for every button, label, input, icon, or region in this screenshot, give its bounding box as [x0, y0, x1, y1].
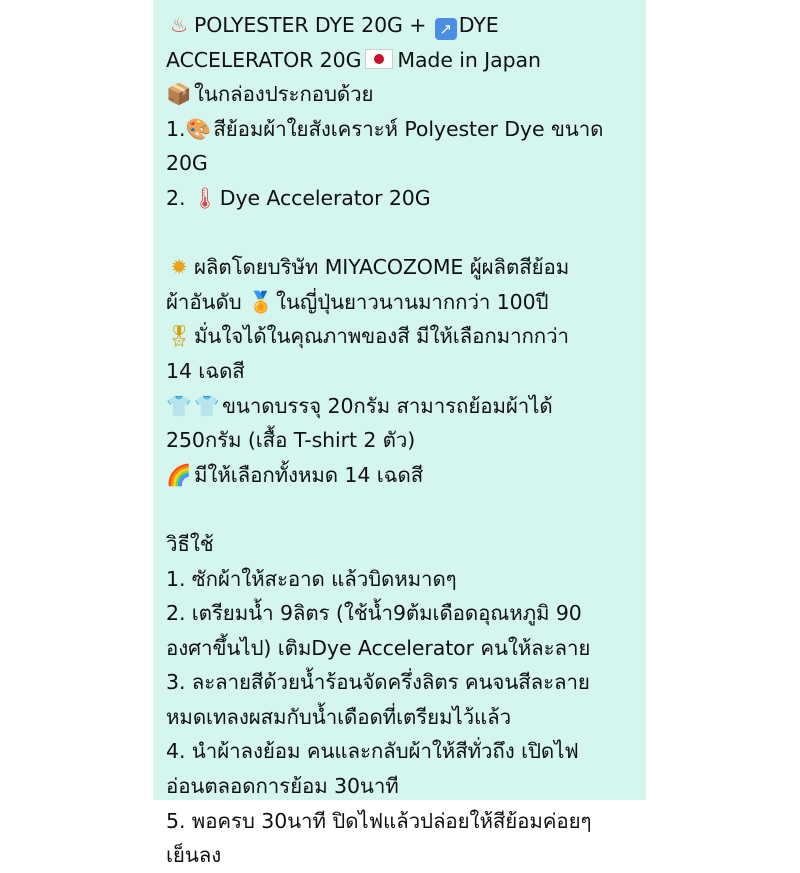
message-line: [166, 389, 644, 424]
medal-icon: 🏅: [248, 289, 274, 314]
up-right-arrow-icon: ↗: [435, 18, 457, 40]
list-number: 1.: [166, 116, 186, 141]
shirt-icon: 👕: [194, 393, 220, 418]
message-text-span: 2. เตรียมน้ำ 9ลิตร (ใช้น้ำ9ต้มเดือดอุณหภูมิ 90: [166, 601, 582, 626]
message-text-span: สีย้อมผ้าใยสังเคราะห์ Polyester Dye ขนาด: [213, 116, 604, 141]
message-line: [166, 77, 644, 112]
message-text-span: องศาขึ้นไป) เติมDye Accelerator คนให้ละลาย: [166, 635, 591, 660]
message-text-span: 20G: [166, 151, 208, 176]
sun-icon: ✹: [170, 255, 188, 280]
message-text-span: ในญี่ปุ่นยาวนานมากกว่า 100ปี: [276, 289, 549, 314]
rainbow-icon: 🌈: [166, 462, 192, 487]
message-text-span: ผ้าอันดับ: [166, 289, 242, 314]
message-text-span: ผลิตโดยบริษัท MIYACOZOME ผู้ผลิตสีย้อม: [194, 255, 570, 280]
blank-line: [166, 492, 644, 527]
message-line: [166, 734, 644, 769]
message-text-span: Dye Accelerator 20G: [219, 185, 431, 210]
message-line: [166, 181, 644, 216]
japan-flag-icon: [365, 49, 393, 69]
message-line: [166, 804, 644, 839]
message-text-span: 1. ซักผ้าให้สะอาด แล้วบิดหมาดๆ: [166, 566, 457, 591]
thermometer-icon: 🌡: [191, 185, 218, 210]
message-line: [166, 527, 644, 562]
message-line: [166, 665, 644, 700]
message-line: [166, 43, 644, 78]
made-in-japan-text: Made in Japan: [397, 47, 541, 72]
message-text-span: 250กรัม (เสื้อ T-shirt 2 ตัว): [166, 428, 416, 453]
message-line: [166, 285, 644, 320]
message-text-span: อ่อนตลอดการย้อม 30นาที: [166, 774, 399, 799]
message-text-span: ACCELERATOR 20G: [166, 47, 362, 72]
message-text-span: ขนาดบรรจุ 20กรัม สามารถย้อมผ้าได้: [222, 393, 553, 418]
message-bubble[interactable]: [153, 0, 646, 868]
blank-line: [166, 216, 644, 251]
message-line: [166, 146, 644, 181]
message-line: [166, 319, 644, 354]
message-line: [166, 838, 644, 873]
message-line: [166, 562, 644, 597]
message-text-span: DYE: [458, 13, 499, 37]
message-text-span: มีให้เลือกทั้งหมด 14 เฉดสี: [194, 462, 424, 487]
message-text-span: POLYESTER DYE 20G +: [194, 13, 427, 37]
military-medal-icon: 🎖: [166, 324, 192, 349]
message-text-span: 14 เฉดสี: [166, 358, 245, 383]
message-line: [166, 112, 644, 147]
message-line: [166, 631, 644, 666]
message-text-span: เย็นลง: [166, 843, 222, 868]
message-text-span: มั่นใจได้ในคุณภาพของสี มีให้เลือกมากกว่า: [194, 324, 569, 349]
message-text: [166, 8, 644, 873]
palette-icon: 🎨: [185, 116, 212, 141]
message-text-span: 5. พอครบ 30นาที ปิดไฟแล้วปล่อยให้สีย้อมค่อยๆ: [166, 808, 592, 833]
list-number: 2.: [166, 185, 186, 210]
message-text-span: 4. นำผ้าลงย้อม คนและกลับผ้าให้สีทั่วถึง เปิดไฟ: [166, 739, 579, 764]
message-line: [166, 596, 644, 631]
message-line: [166, 423, 644, 458]
instructions-heading: วิธีใช้: [166, 531, 214, 556]
message-line: [166, 700, 644, 735]
message-text-span: 3. ละลายสีด้วยน้ำร้อนจัดครึ่งลิตร คนจนสีละลาย: [166, 670, 590, 695]
hot-springs-icon: ♨: [169, 13, 189, 37]
shirt-icon: 👕: [166, 393, 192, 418]
message-text-span: หมดเทลงผสมกับน้ำเดือดที่เตรียมไว้แล้ว: [166, 704, 512, 729]
message-line: [166, 458, 644, 493]
box-icon: 📦: [166, 82, 192, 107]
message-line: [166, 8, 644, 43]
message-line: [166, 769, 644, 804]
message-text-span: ในกล่องประกอบด้วย: [194, 82, 374, 107]
message-line: [166, 250, 644, 285]
message-line: [166, 354, 644, 389]
